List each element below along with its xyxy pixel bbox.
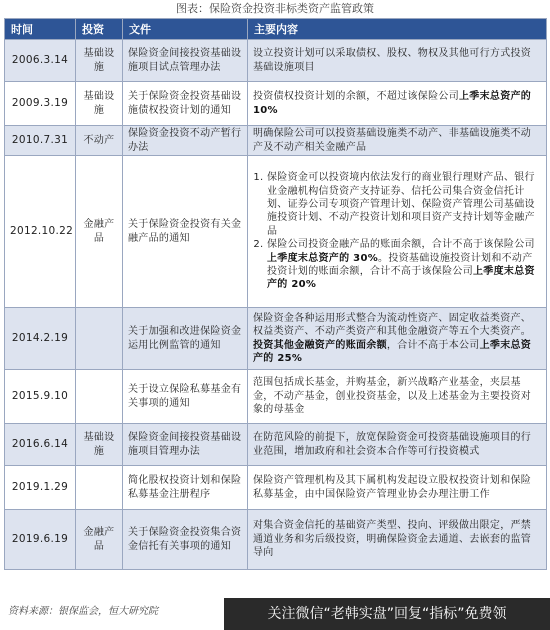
row-doc: 简化股权投资计划和保险私募基金注册程序 xyxy=(123,466,248,510)
content-bold: 上季末总资产的 10% xyxy=(253,91,532,116)
row-content xyxy=(248,156,547,308)
row-content: 范围包括成长基金，并购基金，新兴战略产业基金，夹层基金，不动产基金，创业投资基金，以及上述基金为主要投资对象的母基金 xyxy=(248,370,547,424)
content-bold: 上季度末总资产的 30% xyxy=(267,252,379,264)
row-content: 明确保险公司可以投资基础设施类不动产、非基础设施类不动产及不动产相关金融产品 xyxy=(248,126,547,156)
list-item: 1. 保险资金可以投资境内依法发行的商业银行理财产品、银行业金融机构信贷资产支持证券、信托公司集合资金信托计划、证券公司专项资产管理计划、保险资产管理公司基础设施投资计划、不动产投资计划和项目资产支持计划等金融产品 xyxy=(267,171,541,238)
table-row xyxy=(5,424,547,466)
row-content: 在防范风险的前提下，放宽保险资金可投资基础设施项目的行业范围，增加政府和社会资本合作等可行投资模式 xyxy=(248,424,547,466)
content-bold: 上季末总资产的 25% xyxy=(253,339,532,364)
content-bold: 投资其他金融资产的账面余额 xyxy=(253,339,387,351)
row-doc: 保险资金投资不动产暂行办法 xyxy=(123,126,248,156)
source-note: 资料来源：银保监会，恒大研究院 xyxy=(8,606,158,617)
row-content xyxy=(248,82,547,126)
table-row xyxy=(5,126,547,156)
content-bold: 上季度末总资产的 20% xyxy=(267,266,535,291)
row-type: 基础设施 xyxy=(76,40,123,82)
header-doc: 文件 xyxy=(123,19,248,40)
table-row xyxy=(5,308,547,370)
row-doc: 关于加强和改进保险资金运用比例监管的通知 xyxy=(123,308,248,370)
row-type: 金融产品 xyxy=(76,156,123,308)
row-content: 设立投资计划可以采取债权、股权、物权及其他可行方式投资基础设施项目 xyxy=(248,40,547,82)
row-content xyxy=(248,308,547,370)
row-date: 2016.6.14 xyxy=(5,424,76,466)
row-date: 2019.1.29 xyxy=(5,466,76,510)
row-content: 对集合资金信托的基础资产类型、投向、评级做出限定，严禁通道业务和劣后级投资，明确保险资金去通道、去嵌套的监管导向 xyxy=(248,510,547,570)
table-row xyxy=(5,156,547,308)
table-header-row xyxy=(5,19,547,40)
row-type: 基础设施 xyxy=(76,82,123,126)
row-type: 不动产 xyxy=(76,126,123,156)
table-row xyxy=(5,466,547,510)
policy-table xyxy=(4,18,547,570)
content-text: 投资债权投资计划的余额，不超过该保险公司 xyxy=(253,91,459,103)
row-doc: 关于保险资金投资有关金融产品的通知 xyxy=(123,156,248,308)
row-type xyxy=(76,466,123,510)
table-row xyxy=(5,510,547,570)
content-list xyxy=(253,171,541,292)
content-text: ，合计不高于本公司 xyxy=(386,339,480,351)
row-type xyxy=(76,308,123,370)
row-type xyxy=(76,370,123,424)
row-date: 2010.7.31 xyxy=(5,126,76,156)
row-doc: 保险资金间接投资基础设施项目管理办法 xyxy=(123,424,248,466)
content-text: 保险公司投资金融产品的账面余额，合计不高于该保险公司 xyxy=(267,239,535,251)
row-doc: 关于保险资金投资集合资金信托有关事项的通知 xyxy=(123,510,248,570)
row-date: 2009.3.19 xyxy=(5,82,76,126)
header-content: 主要内容 xyxy=(248,19,547,40)
row-date: 2006.3.14 xyxy=(5,40,76,82)
row-doc: 关于保险资金投资基础设施债权投资计划的通知 xyxy=(123,82,248,126)
content-text: 保险资金各种运用形式整合为流动性资产、固定收益类资产、权益类资产、不动产类资产和其他金融资产等五个大类资产。 xyxy=(253,312,532,338)
row-date: 2012.10.22 xyxy=(5,156,76,308)
content-text: 。投资基础设施投资计划和不动产投资计划的账面余额，合计不高于该保险公司 xyxy=(267,252,533,278)
promo-banner: 关注微信“老韩实盘”回复“指标”免费领 xyxy=(224,598,550,630)
row-doc: 关于设立保险私募基金有关事项的通知 xyxy=(123,370,248,424)
header-date: 时间 xyxy=(5,19,76,40)
table-row xyxy=(5,370,547,424)
header-type: 投资 xyxy=(76,19,123,40)
row-date: 2015.9.10 xyxy=(5,370,76,424)
table-row xyxy=(5,82,547,126)
list-item xyxy=(267,238,541,292)
row-doc: 保险资金间接投资基础设施项目试点管理办法 xyxy=(123,40,248,82)
table-row xyxy=(5,40,547,82)
row-date: 2019.6.19 xyxy=(5,510,76,570)
row-date: 2014.2.19 xyxy=(5,308,76,370)
row-content: 保险资产管理机构及其下属机构发起设立股权投资计划和保险私募基金，由中国保险资产管理业协会办理注册工作 xyxy=(248,466,547,510)
row-type: 金融产品 xyxy=(76,510,123,570)
row-type: 基础设施 xyxy=(76,424,123,466)
figure-title: 图表：保险资金投资非标类资产监管政策 xyxy=(176,2,374,15)
